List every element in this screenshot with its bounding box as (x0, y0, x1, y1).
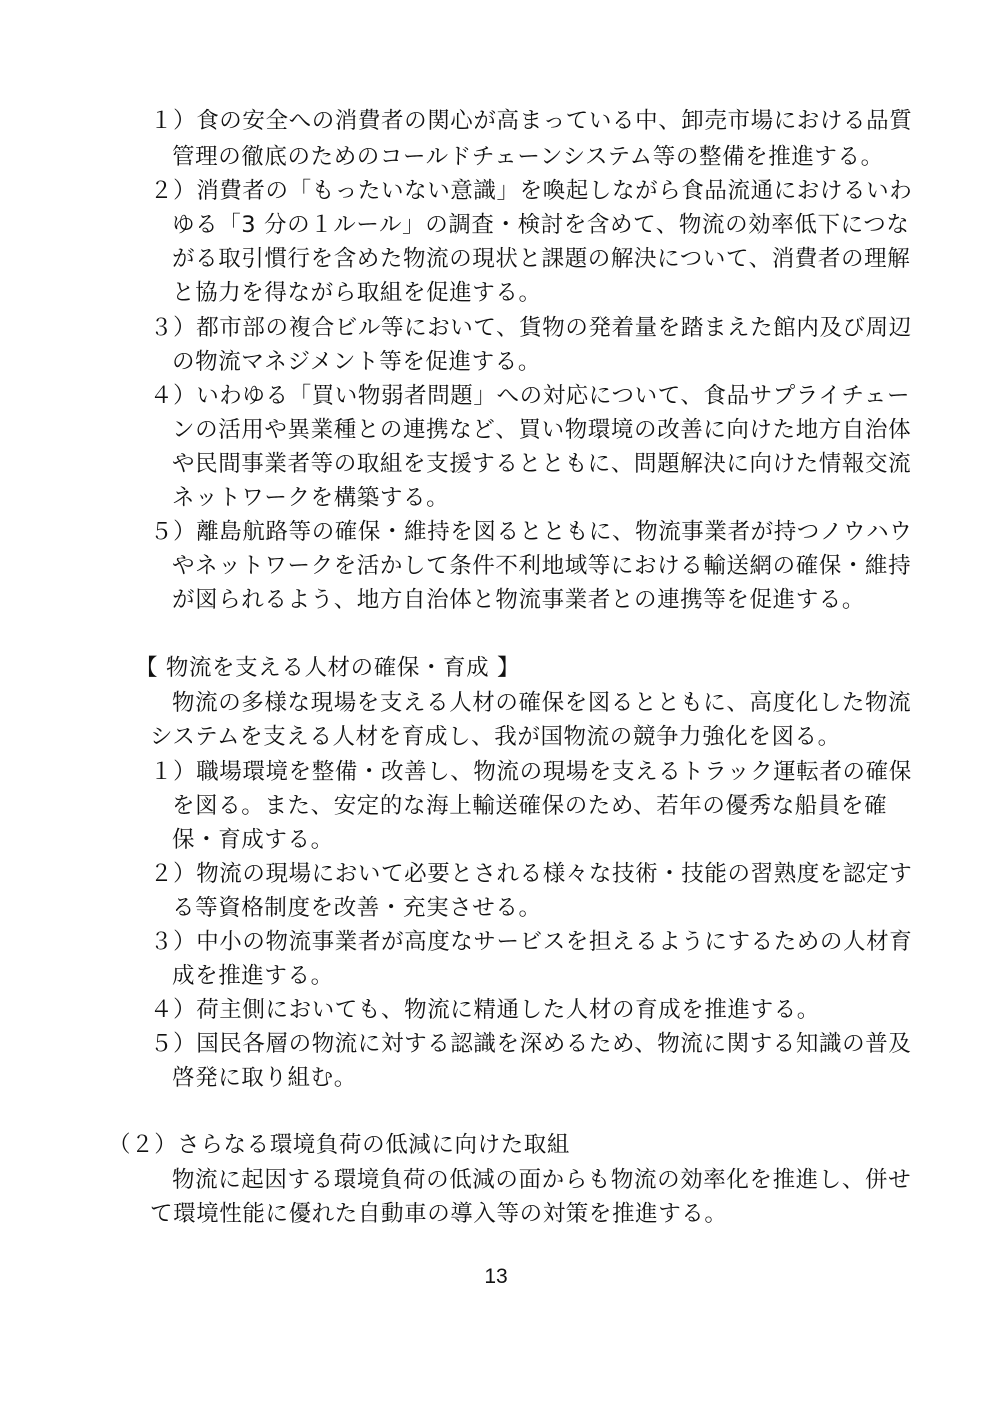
s2-item1-line1: １）職場環境を整備・改善し、物流の現場を支えるトラック運転者の確保 (150, 759, 912, 785)
s1-item1-line1: １）食の安全への消費者の関心が高まっている中、卸売市場における品質 (150, 108, 913, 134)
s2-item5-line1: ５）国民各層の物流に対する認識を深めるため、物流に関する知識の普及 (150, 1031, 912, 1057)
s2-item3-line2: 成を推進する。 (172, 963, 334, 989)
s2-item2-line1: ２）物流の現場において必要とされる様々な技術・技能の習熟度を認定す (150, 861, 913, 887)
s1-item3-line1: ３）都市部の複合ビル等において、貨物の発着量を踏まえた館内及び周辺 (150, 315, 912, 341)
s1-item5-line1: ５）離島航路等の確保・維持を図るとともに、物流事業者が持つノウハウ (150, 519, 913, 545)
s2-item4-line1: ４）荷主側においても、物流に精通した人材の育成を推進する。 (150, 997, 820, 1023)
s1-item5-line3: が図られるよう、地方自治体と物流事業者との連携等を促進する。 (172, 587, 866, 613)
s1-item4-line2: ンの活用や異業種との連携など、買い物環境の改善に向けた地方自治体 (172, 417, 912, 443)
s2-intro-line1: 物流の多様な現場を支える人材の確保を図るとともに、高度化した物流 (172, 690, 912, 716)
s1-item5-line2: やネットワークを活かして条件不利地域等における輸送網の確保・維持 (172, 553, 912, 579)
s2-item2-line2: る等資格制度を改善・充実させる。 (172, 895, 542, 921)
s1-item2-line3: がる取引慣行を含めた物流の現状と課題の解決について、消費者の理解 (172, 246, 911, 272)
s1-item2-line4: と協力を得ながら取組を促進する。 (172, 280, 542, 306)
s2-item5-line2: 啓発に取り組む。 (172, 1065, 357, 1091)
s2-item1-line3: 保・育成する。 (172, 827, 334, 853)
s2-intro-line2: システムを支える人材を育成し、我が国物流の競争力強化を図る。 (150, 724, 841, 750)
s1-item4-line1: ４）いわゆる「買い物弱者問題」への対応について、食品サプライチェー (150, 383, 911, 409)
s3-intro-line1: 物流に起因する環境負荷の低減の面からも物流の効率化を推進し、併せ (172, 1167, 912, 1193)
s1-item4-line3: や民間事業者等の取組を支援するとともに、問題解決に向けた情報交流 (172, 451, 912, 477)
section-heading-environment: （２）さらなる環境負荷の低減に向けた取組 (108, 1132, 571, 1158)
section-heading-human-resources: 【 物流を支える人材の確保・育成 】 (135, 655, 521, 681)
s1-item4-line4: ネットワークを構築する。 (172, 485, 450, 511)
s1-item2-line2: ゆる「3 分の１ルール」の調査・検討を含めて、物流の効率低下につな (172, 212, 910, 238)
s1-item1-line2: 管理の徹底のためのコールドチェーンシステム等の整備を推進する。 (172, 144, 884, 170)
s2-item1-line2: を図る。また、安定的な海上輸送確保のため、若年の優秀な船員を確 (172, 793, 888, 819)
page-number: 13 (484, 1265, 508, 1288)
s1-item2-line1: ２）消費者の「もったいない意識」を喚起しながら食品流通におけるいわ (150, 178, 913, 204)
s2-item3-line1: ３）中小の物流事業者が高度なサービスを担えるようにするための人材育 (150, 929, 913, 955)
s1-item3-line2: の物流マネジメント等を促進する。 (172, 349, 541, 375)
s3-intro-line2: て環境性能に優れた自動車の導入等の対策を推進する。 (150, 1201, 728, 1227)
